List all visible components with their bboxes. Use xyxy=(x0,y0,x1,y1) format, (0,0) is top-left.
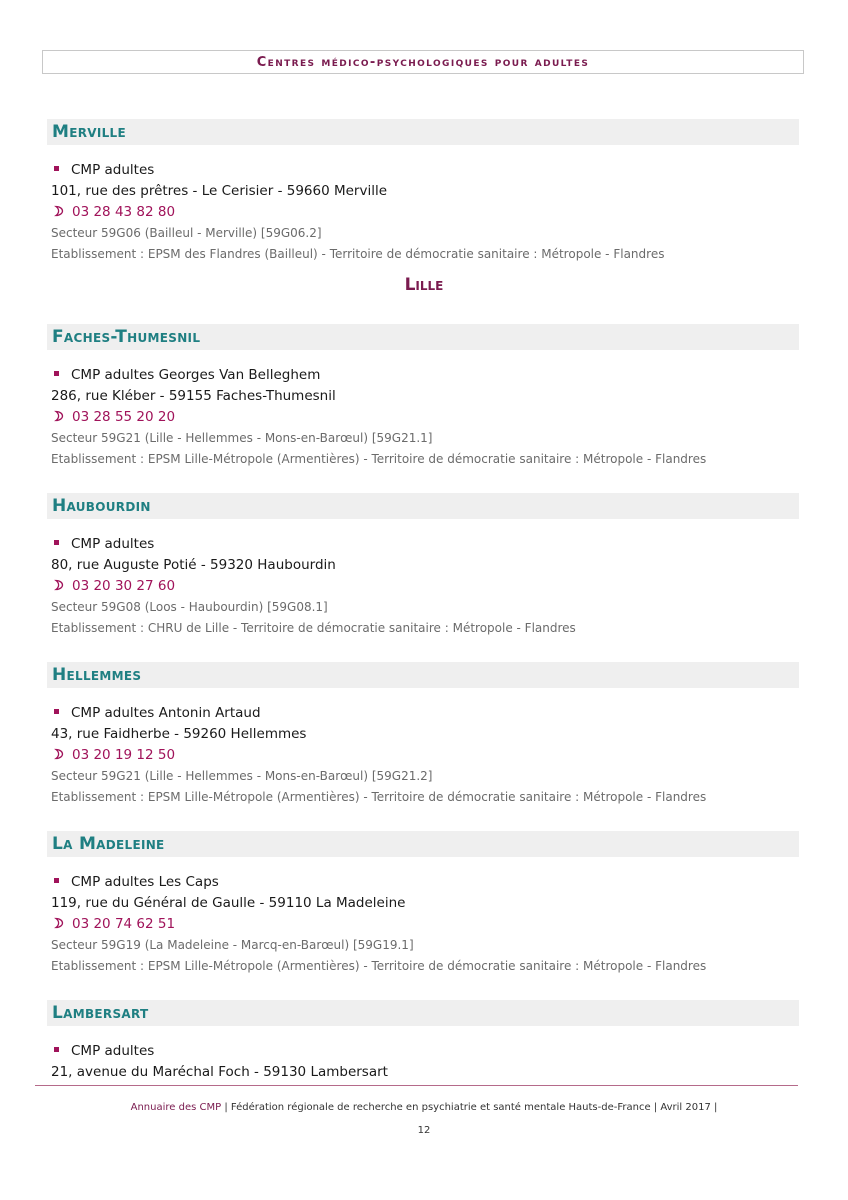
bullet-icon xyxy=(54,878,59,883)
cmp-entry-la-madeleine xyxy=(51,872,811,977)
cmp-name: CMP adultes xyxy=(71,536,155,552)
cmp-address: 43, rue Faidherbe - 59260 Hellemmes xyxy=(51,726,307,742)
cmp-address: 21, avenue du Maréchal Foch - 59130 Lambersart xyxy=(51,1064,388,1080)
cmp-etablissement: Etablissement : EPSM Lille-Métropole (Armentières) - Territoire de démocratie sanitaire : Métropole - Flandres xyxy=(51,790,707,804)
cmp-name: CMP adultes Les Caps xyxy=(71,874,219,890)
cmp-name-line xyxy=(51,1041,811,1062)
cmp-etablissement: Etablissement : EPSM des Flandres (Bailleul) - Territoire de démocratie sanitaire : Métropole - Flandres xyxy=(51,247,665,261)
cmp-phone-line[interactable] xyxy=(51,202,811,223)
cmp-sector: Secteur 59G08 (Loos - Haubourdin) [59G08.1] xyxy=(51,600,328,614)
city-name: Hellemmes xyxy=(52,665,142,685)
cmp-address: 119, rue du Général de Gaulle - 59110 La Madeleine xyxy=(51,895,406,911)
cmp-sector: Secteur 59G19 (La Madeleine - Marcq-en-Barœul) [59G19.1] xyxy=(51,938,414,952)
cmp-address: 101, rue des prêtres - Le Cerisier - 59660 Merville xyxy=(51,183,388,199)
cmp-sector: Secteur 59G21 (Lille - Hellemmes - Mons-en-Barœul) [59G21.1] xyxy=(51,431,433,445)
page-header xyxy=(42,50,804,74)
footer-brand: Annuaire des CMP xyxy=(130,1102,222,1113)
city-heading-haubourdin xyxy=(47,493,799,519)
city-heading-la-madeleine xyxy=(47,831,799,857)
cmp-name: CMP adultes Georges Van Belleghem xyxy=(71,367,321,383)
cmp-phone-line[interactable] xyxy=(51,745,811,766)
phone-icon xyxy=(53,205,65,217)
cmp-phone-line[interactable] xyxy=(51,576,811,597)
cmp-etablissement: Etablissement : EPSM Lille-Métropole (Armentières) - Territoire de démocratie sanitaire : Métropole - Flandres xyxy=(51,452,707,466)
cmp-sector: Secteur 59G21 (Lille - Hellemmes - Mons-en-Barœul) [59G21.2] xyxy=(51,769,433,783)
bullet-icon xyxy=(54,540,59,545)
city-name: Lambersart xyxy=(52,1003,149,1023)
cmp-entry-merville xyxy=(51,160,811,265)
cmp-entry-lambersart xyxy=(51,1041,811,1083)
cmp-name-line xyxy=(51,703,811,724)
cmp-name-line xyxy=(51,365,811,386)
cmp-phone-line[interactable] xyxy=(51,914,811,935)
city-name: La Madeleine xyxy=(52,834,165,854)
cmp-phone-line[interactable] xyxy=(51,407,811,428)
cmp-name: CMP adultes xyxy=(71,162,155,178)
bullet-icon xyxy=(54,166,59,171)
city-heading-merville xyxy=(47,119,799,145)
cmp-entry-faches-thumesnil xyxy=(51,365,811,470)
phone-icon xyxy=(53,579,65,591)
footer xyxy=(0,1102,848,1113)
cmp-entry-haubourdin xyxy=(51,534,811,639)
cmp-phone: 03 20 74 62 51 xyxy=(72,916,176,932)
cmp-phone: 03 28 55 20 20 xyxy=(72,409,176,425)
city-heading-faches-thumesnil xyxy=(47,324,799,350)
cmp-sector: Secteur 59G06 (Bailleul - Merville) [59G06.2] xyxy=(51,226,322,240)
phone-icon xyxy=(53,917,65,929)
cmp-name: CMP adultes xyxy=(71,1043,155,1059)
city-name: Faches-Thumesnil xyxy=(52,327,201,347)
city-heading-hellemmes xyxy=(47,662,799,688)
phone-icon xyxy=(53,748,65,760)
cmp-name-line xyxy=(51,872,811,893)
cmp-entry-hellemmes xyxy=(51,703,811,808)
bullet-icon xyxy=(54,709,59,714)
page-header-title: Centres médico-psychologiques pour adultes xyxy=(256,54,590,70)
cmp-phone: 03 20 30 27 60 xyxy=(72,578,176,594)
page-number: 12 xyxy=(417,1125,431,1136)
cmp-name-line xyxy=(51,534,811,555)
footer-text: | Fédération régionale de recherche en psychiatrie et santé mentale Hauts-de-France | Avril 2017 | xyxy=(221,1102,718,1113)
cmp-etablissement: Etablissement : EPSM Lille-Métropole (Armentières) - Territoire de démocratie sanitaire : Métropole - Flandres xyxy=(51,959,707,973)
bullet-icon xyxy=(54,1047,59,1052)
cmp-name: CMP adultes Antonin Artaud xyxy=(71,705,261,721)
footer-divider xyxy=(35,1085,798,1086)
city-name: Merville xyxy=(52,122,126,142)
bullet-icon xyxy=(54,371,59,376)
phone-icon xyxy=(53,410,65,422)
cmp-etablissement: Etablissement : CHRU de Lille - Territoire de démocratie sanitaire : Métropole - Flandres xyxy=(51,621,576,635)
cmp-phone: 03 28 43 82 80 xyxy=(72,204,176,220)
zone-title: Lille xyxy=(404,275,444,295)
city-name: Haubourdin xyxy=(52,496,151,516)
cmp-address: 286, rue Kléber - 59155 Faches-Thumesnil xyxy=(51,388,336,404)
cmp-address: 80, rue Auguste Potié - 59320 Haubourdin xyxy=(51,557,336,573)
cmp-name-line xyxy=(51,160,811,181)
city-heading-lambersart xyxy=(47,1000,799,1026)
cmp-phone: 03 20 19 12 50 xyxy=(72,747,176,763)
